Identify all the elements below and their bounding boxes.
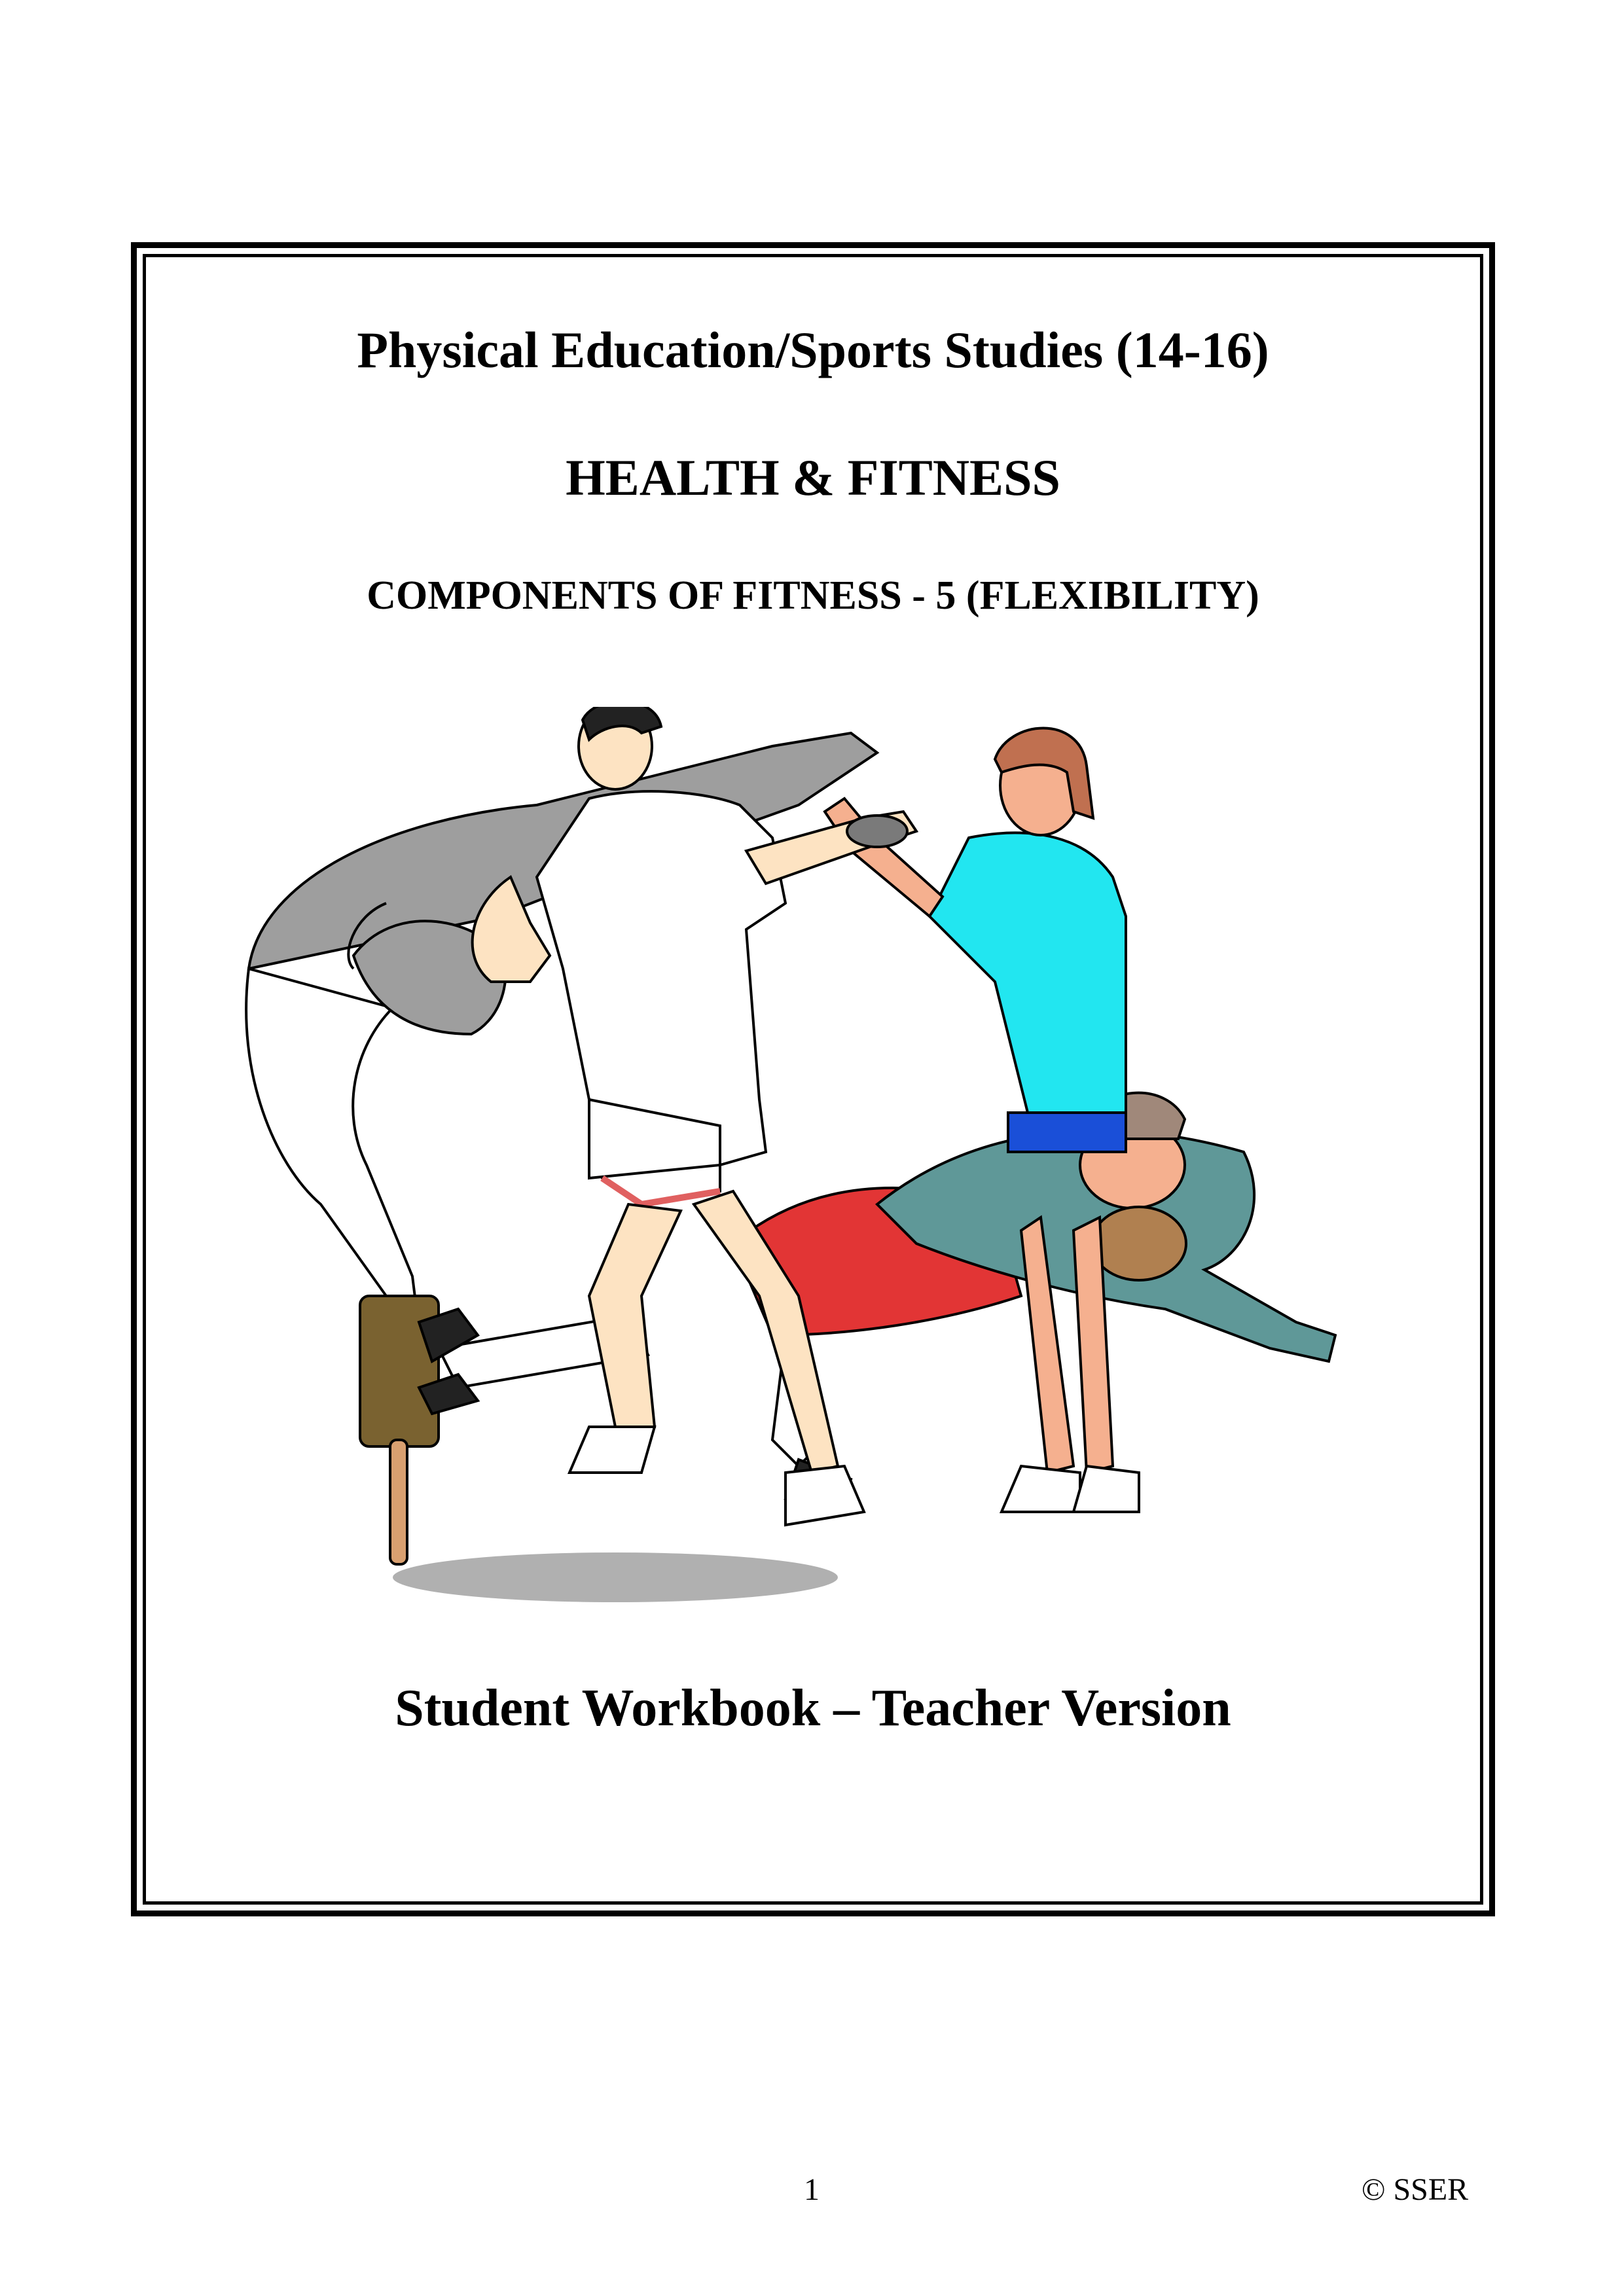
sports-figures-illustration: [223, 707, 1401, 1623]
edition-title: Student Workbook – Teacher Version: [395, 1679, 1231, 1737]
topic-heading: HEALTH & FITNESS: [566, 449, 1060, 506]
page-number: 1: [804, 2172, 820, 2207]
copyright-notice: © SSER: [1362, 2172, 1469, 2207]
course-title: Physical Education/Sports Studies (14-16): [357, 321, 1269, 378]
floor-shadow: [393, 1552, 838, 1602]
unit-subheading: COMPONENTS OF FITNESS - 5 (FLEXIBILITY): [367, 573, 1259, 618]
